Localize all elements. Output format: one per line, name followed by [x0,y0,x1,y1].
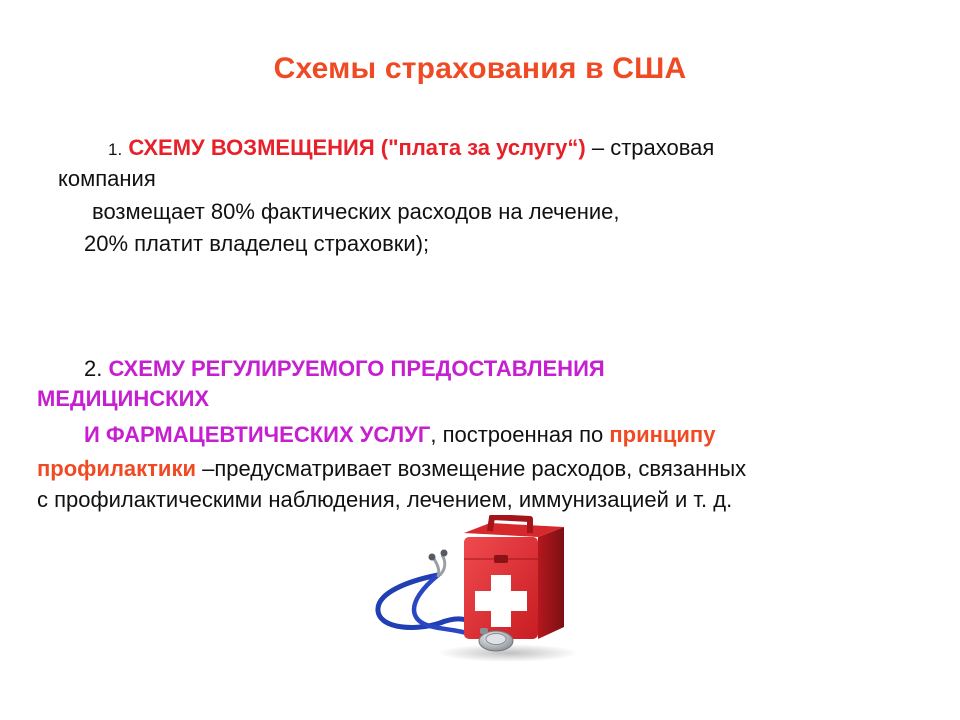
item2-line1 [84,354,605,384]
item1-scheme-name: СХЕМУ ВОЗМЕЩЕНИЯ ("плата за услугу“) [128,135,586,160]
item2-principle-part2: профилактики [37,456,196,481]
item1-line4: 20% платит владелец страховки); [84,231,430,256]
item1-number: 1. [108,140,123,159]
item2-number: 2. [84,356,103,381]
slide-title: Схемы страхования в США [273,52,687,85]
first-aid-kit-with-stethoscope-icon [368,515,584,665]
item1-line3: возмещает 80% фактических расходов на лечение, [92,199,620,224]
item2-line4 [37,454,746,484]
item1-line1 [108,133,714,165]
item2-connector-text: , построенная по [430,422,610,447]
item2-principle-part1: принципу [609,422,716,447]
item2-line2 [37,384,209,414]
item2-line4-rest: –предусматривает возмещение расходов, связанных [196,456,747,481]
item2-line3 [84,420,715,450]
item1-line2: компания [58,166,156,191]
item2-line5: с профилактическими наблюдения, лечением, иммунизацией и т. д. [37,487,733,512]
item1-dash-text: – страховая [585,135,715,160]
item2-scheme-name-part3: И ФАРМАЦЕВТИЧЕСКИХ УСЛУГ [84,422,431,447]
item2-scheme-name-part2: МЕДИЦИНСКИХ [37,386,210,411]
item2-scheme-name-part1: СХЕМУ РЕГУЛИРУЕМОГО ПРЕДОСТАВЛЕНИЯ [108,356,605,381]
